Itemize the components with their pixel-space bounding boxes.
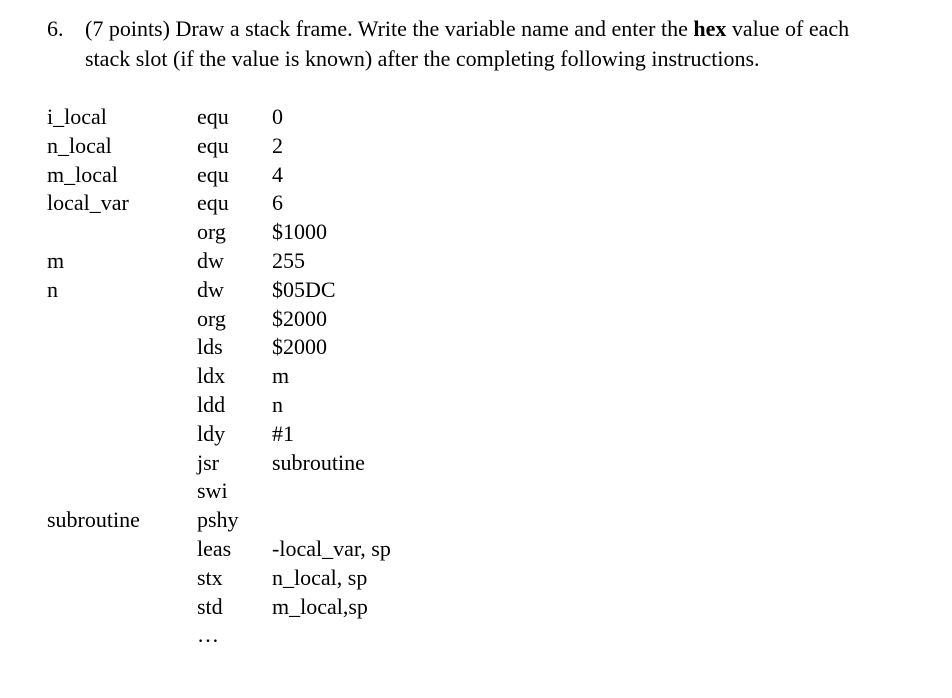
code-instruction: leas: [197, 535, 232, 561]
question-number: 6.: [47, 16, 64, 41]
code-label: n: [47, 276, 58, 302]
question-line-2: stack slot (if the value is known) after the completing following instructions.: [85, 46, 760, 71]
code-instruction: ldy: [197, 420, 226, 446]
code-operand: $1000: [272, 219, 327, 245]
code-operand: $2000: [272, 305, 327, 331]
code-operand: $05DC: [272, 276, 336, 302]
code-instruction: equ: [197, 132, 229, 158]
code-instruction: lds: [197, 334, 223, 360]
code-label: m: [47, 247, 65, 273]
code-label: n_local: [47, 132, 112, 158]
code-operand: #1: [272, 420, 294, 446]
code-operand: 255: [272, 247, 305, 273]
code-operand: n: [272, 391, 283, 417]
code-operand: 2: [272, 132, 283, 158]
code-instruction: ldd: [197, 391, 226, 417]
code-instruction: swi: [197, 478, 228, 504]
code-label: i_local: [47, 104, 107, 129]
code-instruction: equ: [197, 190, 229, 216]
code-operand: $2000: [272, 334, 327, 360]
code-label: m_local: [47, 161, 118, 187]
code-operand: 0: [272, 104, 283, 129]
question-text: [47, 14, 947, 74]
code-instruction: equ: [197, 104, 229, 129]
code-operand: subroutine: [272, 449, 365, 475]
code-instruction: org: [197, 219, 226, 245]
code-operand: -local_var, sp: [272, 535, 391, 561]
code-label: subroutine: [47, 507, 140, 533]
question-text-part2: value of each: [726, 16, 850, 41]
question-bold-word: hex: [693, 16, 727, 41]
code-operand: m: [272, 363, 290, 389]
code-operand: m_local,sp: [272, 593, 368, 619]
code-instruction: ldx: [197, 363, 226, 389]
code-operand: 6: [272, 190, 283, 216]
question-line-1: [47, 14, 947, 44]
code-label: local_var: [47, 190, 129, 216]
code-instruction: …: [197, 622, 219, 648]
code-instruction: std: [197, 593, 223, 619]
code-instruction: org: [197, 305, 226, 331]
code-instruction: stx: [197, 564, 223, 590]
question-text-part1: Draw a stack frame. Write the variable name and enter the: [169, 16, 694, 41]
code-instruction: jsr: [197, 449, 219, 475]
code-instruction: equ: [197, 161, 229, 187]
code-operand: 4: [272, 161, 283, 187]
code-instruction: pshy: [197, 507, 239, 533]
code-instruction: dw: [197, 247, 224, 273]
question-points: (7 points): [85, 16, 170, 41]
code-operand: n_local, sp: [272, 564, 368, 590]
code-instruction: dw: [197, 276, 224, 302]
